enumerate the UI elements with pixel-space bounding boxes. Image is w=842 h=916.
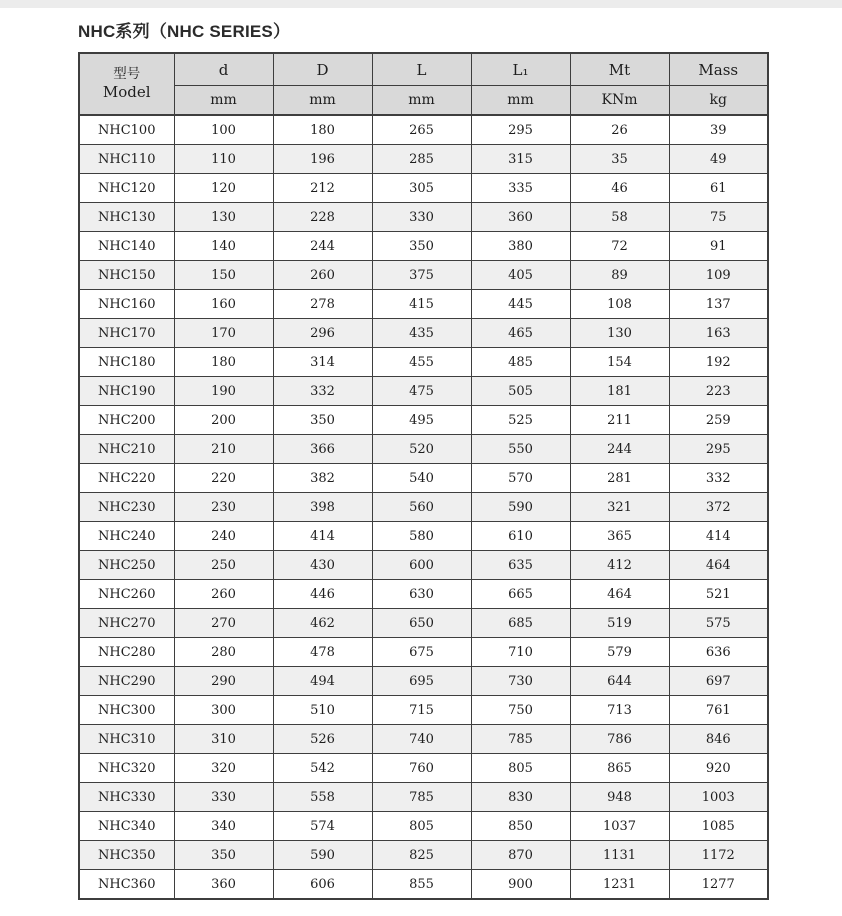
value-cell: 180 [273, 115, 372, 145]
value-cell: 579 [570, 638, 669, 667]
value-cell: 366 [273, 435, 372, 464]
value-cell: 46 [570, 174, 669, 203]
value-cell: 850 [471, 812, 570, 841]
value-cell: 332 [273, 377, 372, 406]
table-row [79, 203, 768, 232]
value-cell: 415 [372, 290, 471, 319]
value-cell: 360 [471, 203, 570, 232]
model-cell: NHC210 [79, 435, 174, 464]
value-cell: 280 [174, 638, 273, 667]
value-cell: 154 [570, 348, 669, 377]
value-cell: 170 [174, 319, 273, 348]
table-row [79, 319, 768, 348]
value-cell: 630 [372, 580, 471, 609]
value-cell: 210 [174, 435, 273, 464]
value-cell: 320 [174, 754, 273, 783]
value-cell: 281 [570, 464, 669, 493]
value-cell: 26 [570, 115, 669, 145]
table-row [79, 232, 768, 261]
value-cell: 675 [372, 638, 471, 667]
value-cell: 200 [174, 406, 273, 435]
value-cell: 72 [570, 232, 669, 261]
unit-L: mm [372, 86, 471, 116]
value-cell: 265 [372, 115, 471, 145]
unit-Mass: kg [669, 86, 768, 116]
model-cell: NHC280 [79, 638, 174, 667]
nhc-series-table [78, 52, 769, 900]
value-cell: 715 [372, 696, 471, 725]
value-cell: 558 [273, 783, 372, 812]
table-row [79, 290, 768, 319]
value-cell: 465 [471, 319, 570, 348]
value-cell: 150 [174, 261, 273, 290]
table-row [79, 551, 768, 580]
value-cell: 1131 [570, 841, 669, 870]
value-cell: 1085 [669, 812, 768, 841]
value-cell: 697 [669, 667, 768, 696]
unit-d: mm [174, 86, 273, 116]
value-cell: 825 [372, 841, 471, 870]
value-cell: 510 [273, 696, 372, 725]
value-cell: 462 [273, 609, 372, 638]
value-cell: 865 [570, 754, 669, 783]
value-cell: 575 [669, 609, 768, 638]
value-cell: 830 [471, 783, 570, 812]
value-cell: 478 [273, 638, 372, 667]
value-cell: 521 [669, 580, 768, 609]
value-cell: 335 [471, 174, 570, 203]
table-header [79, 53, 768, 115]
value-cell: 475 [372, 377, 471, 406]
value-cell: 260 [273, 261, 372, 290]
value-cell: 350 [372, 232, 471, 261]
table-row [79, 115, 768, 145]
model-cell: NHC130 [79, 203, 174, 232]
table-row [79, 667, 768, 696]
value-cell: 109 [669, 261, 768, 290]
table-row [79, 812, 768, 841]
value-cell: 464 [570, 580, 669, 609]
table-row [79, 145, 768, 174]
value-cell: 761 [669, 696, 768, 725]
header-col-d: d [174, 53, 273, 86]
value-cell: 240 [174, 522, 273, 551]
model-cell: NHC170 [79, 319, 174, 348]
model-cell: NHC350 [79, 841, 174, 870]
value-cell: 525 [471, 406, 570, 435]
value-cell: 636 [669, 638, 768, 667]
unit-D: mm [273, 86, 372, 116]
table-row [79, 435, 768, 464]
value-cell: 108 [570, 290, 669, 319]
table-row [79, 522, 768, 551]
model-cell: NHC250 [79, 551, 174, 580]
model-cell: NHC330 [79, 783, 174, 812]
value-cell: 340 [174, 812, 273, 841]
value-cell: 644 [570, 667, 669, 696]
model-cell: NHC120 [79, 174, 174, 203]
value-cell: 228 [273, 203, 372, 232]
value-cell: 300 [174, 696, 273, 725]
value-cell: 220 [174, 464, 273, 493]
value-cell: 244 [273, 232, 372, 261]
table-row [79, 725, 768, 754]
value-cell: 606 [273, 870, 372, 900]
table-row [79, 580, 768, 609]
value-cell: 713 [570, 696, 669, 725]
value-cell: 846 [669, 725, 768, 754]
top-strip [0, 0, 842, 8]
value-cell: 695 [372, 667, 471, 696]
table-row [79, 464, 768, 493]
value-cell: 740 [372, 725, 471, 754]
value-cell: 260 [174, 580, 273, 609]
table-row [79, 841, 768, 870]
value-cell: 290 [174, 667, 273, 696]
value-cell: 948 [570, 783, 669, 812]
value-cell: 1231 [570, 870, 669, 900]
value-cell: 332 [669, 464, 768, 493]
table-row [79, 377, 768, 406]
model-cell: NHC190 [79, 377, 174, 406]
model-cell: NHC180 [79, 348, 174, 377]
value-cell: 650 [372, 609, 471, 638]
value-cell: 574 [273, 812, 372, 841]
value-cell: 380 [471, 232, 570, 261]
value-cell: 244 [570, 435, 669, 464]
value-cell: 137 [669, 290, 768, 319]
table-row [79, 754, 768, 783]
model-cell: NHC360 [79, 870, 174, 900]
value-cell: 520 [372, 435, 471, 464]
table-row [79, 783, 768, 812]
value-cell: 75 [669, 203, 768, 232]
value-cell: 321 [570, 493, 669, 522]
value-cell: 110 [174, 145, 273, 174]
value-cell: 295 [669, 435, 768, 464]
page-title: NHC系列（NHC SERIES） [78, 22, 291, 41]
table-row [79, 261, 768, 290]
value-cell: 870 [471, 841, 570, 870]
value-cell: 39 [669, 115, 768, 145]
value-cell: 375 [372, 261, 471, 290]
value-cell: 665 [471, 580, 570, 609]
value-cell: 495 [372, 406, 471, 435]
model-cell: NHC340 [79, 812, 174, 841]
value-cell: 600 [372, 551, 471, 580]
value-cell: 590 [471, 493, 570, 522]
value-cell: 550 [471, 435, 570, 464]
value-cell: 314 [273, 348, 372, 377]
header-name-row [79, 53, 768, 86]
table-body [79, 115, 768, 899]
value-cell: 435 [372, 319, 471, 348]
value-cell: 190 [174, 377, 273, 406]
value-cell: 160 [174, 290, 273, 319]
value-cell: 61 [669, 174, 768, 203]
value-cell: 570 [471, 464, 570, 493]
value-cell: 464 [669, 551, 768, 580]
unit-L1: mm [471, 86, 570, 116]
value-cell: 485 [471, 348, 570, 377]
value-cell: 250 [174, 551, 273, 580]
value-cell: 446 [273, 580, 372, 609]
value-cell: 259 [669, 406, 768, 435]
value-cell: 785 [372, 783, 471, 812]
value-cell: 315 [471, 145, 570, 174]
value-cell: 1172 [669, 841, 768, 870]
model-cell: NHC260 [79, 580, 174, 609]
value-cell: 196 [273, 145, 372, 174]
model-cell: NHC150 [79, 261, 174, 290]
value-cell: 192 [669, 348, 768, 377]
table-row [79, 406, 768, 435]
value-cell: 223 [669, 377, 768, 406]
value-cell: 635 [471, 551, 570, 580]
value-cell: 350 [273, 406, 372, 435]
value-cell: 360 [174, 870, 273, 900]
header-model-en: Model [102, 83, 151, 102]
value-cell: 295 [471, 115, 570, 145]
value-cell: 120 [174, 174, 273, 203]
value-cell: 710 [471, 638, 570, 667]
table-row [79, 638, 768, 667]
model-cell: NHC240 [79, 522, 174, 551]
table-row [79, 174, 768, 203]
header-col-L: L [372, 53, 471, 86]
value-cell: 1037 [570, 812, 669, 841]
value-cell: 455 [372, 348, 471, 377]
value-cell: 785 [471, 725, 570, 754]
value-cell: 35 [570, 145, 669, 174]
value-cell: 412 [570, 551, 669, 580]
value-cell: 1277 [669, 870, 768, 900]
value-cell: 130 [174, 203, 273, 232]
value-cell: 805 [471, 754, 570, 783]
value-cell: 181 [570, 377, 669, 406]
value-cell: 760 [372, 754, 471, 783]
model-cell: NHC320 [79, 754, 174, 783]
value-cell: 855 [372, 870, 471, 900]
value-cell: 900 [471, 870, 570, 900]
value-cell: 212 [273, 174, 372, 203]
header-model-cn: 型号 [113, 65, 141, 82]
value-cell: 372 [669, 493, 768, 522]
model-cell: NHC140 [79, 232, 174, 261]
value-cell: 405 [471, 261, 570, 290]
value-cell: 590 [273, 841, 372, 870]
value-cell: 505 [471, 377, 570, 406]
value-cell: 100 [174, 115, 273, 145]
value-cell: 542 [273, 754, 372, 783]
table-row [79, 696, 768, 725]
value-cell: 180 [174, 348, 273, 377]
value-cell: 560 [372, 493, 471, 522]
value-cell: 540 [372, 464, 471, 493]
model-cell: NHC100 [79, 115, 174, 145]
value-cell: 494 [273, 667, 372, 696]
header-col-D: D [273, 53, 372, 86]
value-cell: 296 [273, 319, 372, 348]
model-cell: NHC230 [79, 493, 174, 522]
value-cell: 414 [669, 522, 768, 551]
value-cell: 526 [273, 725, 372, 754]
model-cell: NHC300 [79, 696, 174, 725]
value-cell: 685 [471, 609, 570, 638]
value-cell: 750 [471, 696, 570, 725]
value-cell: 91 [669, 232, 768, 261]
model-cell: NHC220 [79, 464, 174, 493]
model-cell: NHC110 [79, 145, 174, 174]
value-cell: 230 [174, 493, 273, 522]
value-cell: 430 [273, 551, 372, 580]
value-cell: 140 [174, 232, 273, 261]
header-col-Mt: Mt [570, 53, 669, 86]
value-cell: 58 [570, 203, 669, 232]
value-cell: 805 [372, 812, 471, 841]
value-cell: 414 [273, 522, 372, 551]
value-cell: 398 [273, 493, 372, 522]
value-cell: 278 [273, 290, 372, 319]
value-cell: 330 [372, 203, 471, 232]
model-cell: NHC290 [79, 667, 174, 696]
header-col-L1: L₁ [471, 53, 570, 86]
value-cell: 580 [372, 522, 471, 551]
value-cell: 730 [471, 667, 570, 696]
unit-Mt: KNm [570, 86, 669, 116]
value-cell: 49 [669, 145, 768, 174]
value-cell: 270 [174, 609, 273, 638]
value-cell: 786 [570, 725, 669, 754]
value-cell: 382 [273, 464, 372, 493]
header-model [79, 53, 174, 115]
model-cell: NHC200 [79, 406, 174, 435]
value-cell: 305 [372, 174, 471, 203]
value-cell: 89 [570, 261, 669, 290]
value-cell: 350 [174, 841, 273, 870]
value-cell: 285 [372, 145, 471, 174]
value-cell: 365 [570, 522, 669, 551]
value-cell: 130 [570, 319, 669, 348]
value-cell: 920 [669, 754, 768, 783]
model-cell: NHC270 [79, 609, 174, 638]
model-cell: NHC310 [79, 725, 174, 754]
table-row [79, 348, 768, 377]
table-row [79, 609, 768, 638]
header-col-Mass: Mass [669, 53, 768, 86]
value-cell: 211 [570, 406, 669, 435]
value-cell: 330 [174, 783, 273, 812]
header-unit-row [79, 86, 768, 116]
value-cell: 1003 [669, 783, 768, 812]
model-cell: NHC160 [79, 290, 174, 319]
value-cell: 610 [471, 522, 570, 551]
table-row [79, 493, 768, 522]
value-cell: 519 [570, 609, 669, 638]
table-row [79, 870, 768, 900]
value-cell: 163 [669, 319, 768, 348]
value-cell: 445 [471, 290, 570, 319]
value-cell: 310 [174, 725, 273, 754]
